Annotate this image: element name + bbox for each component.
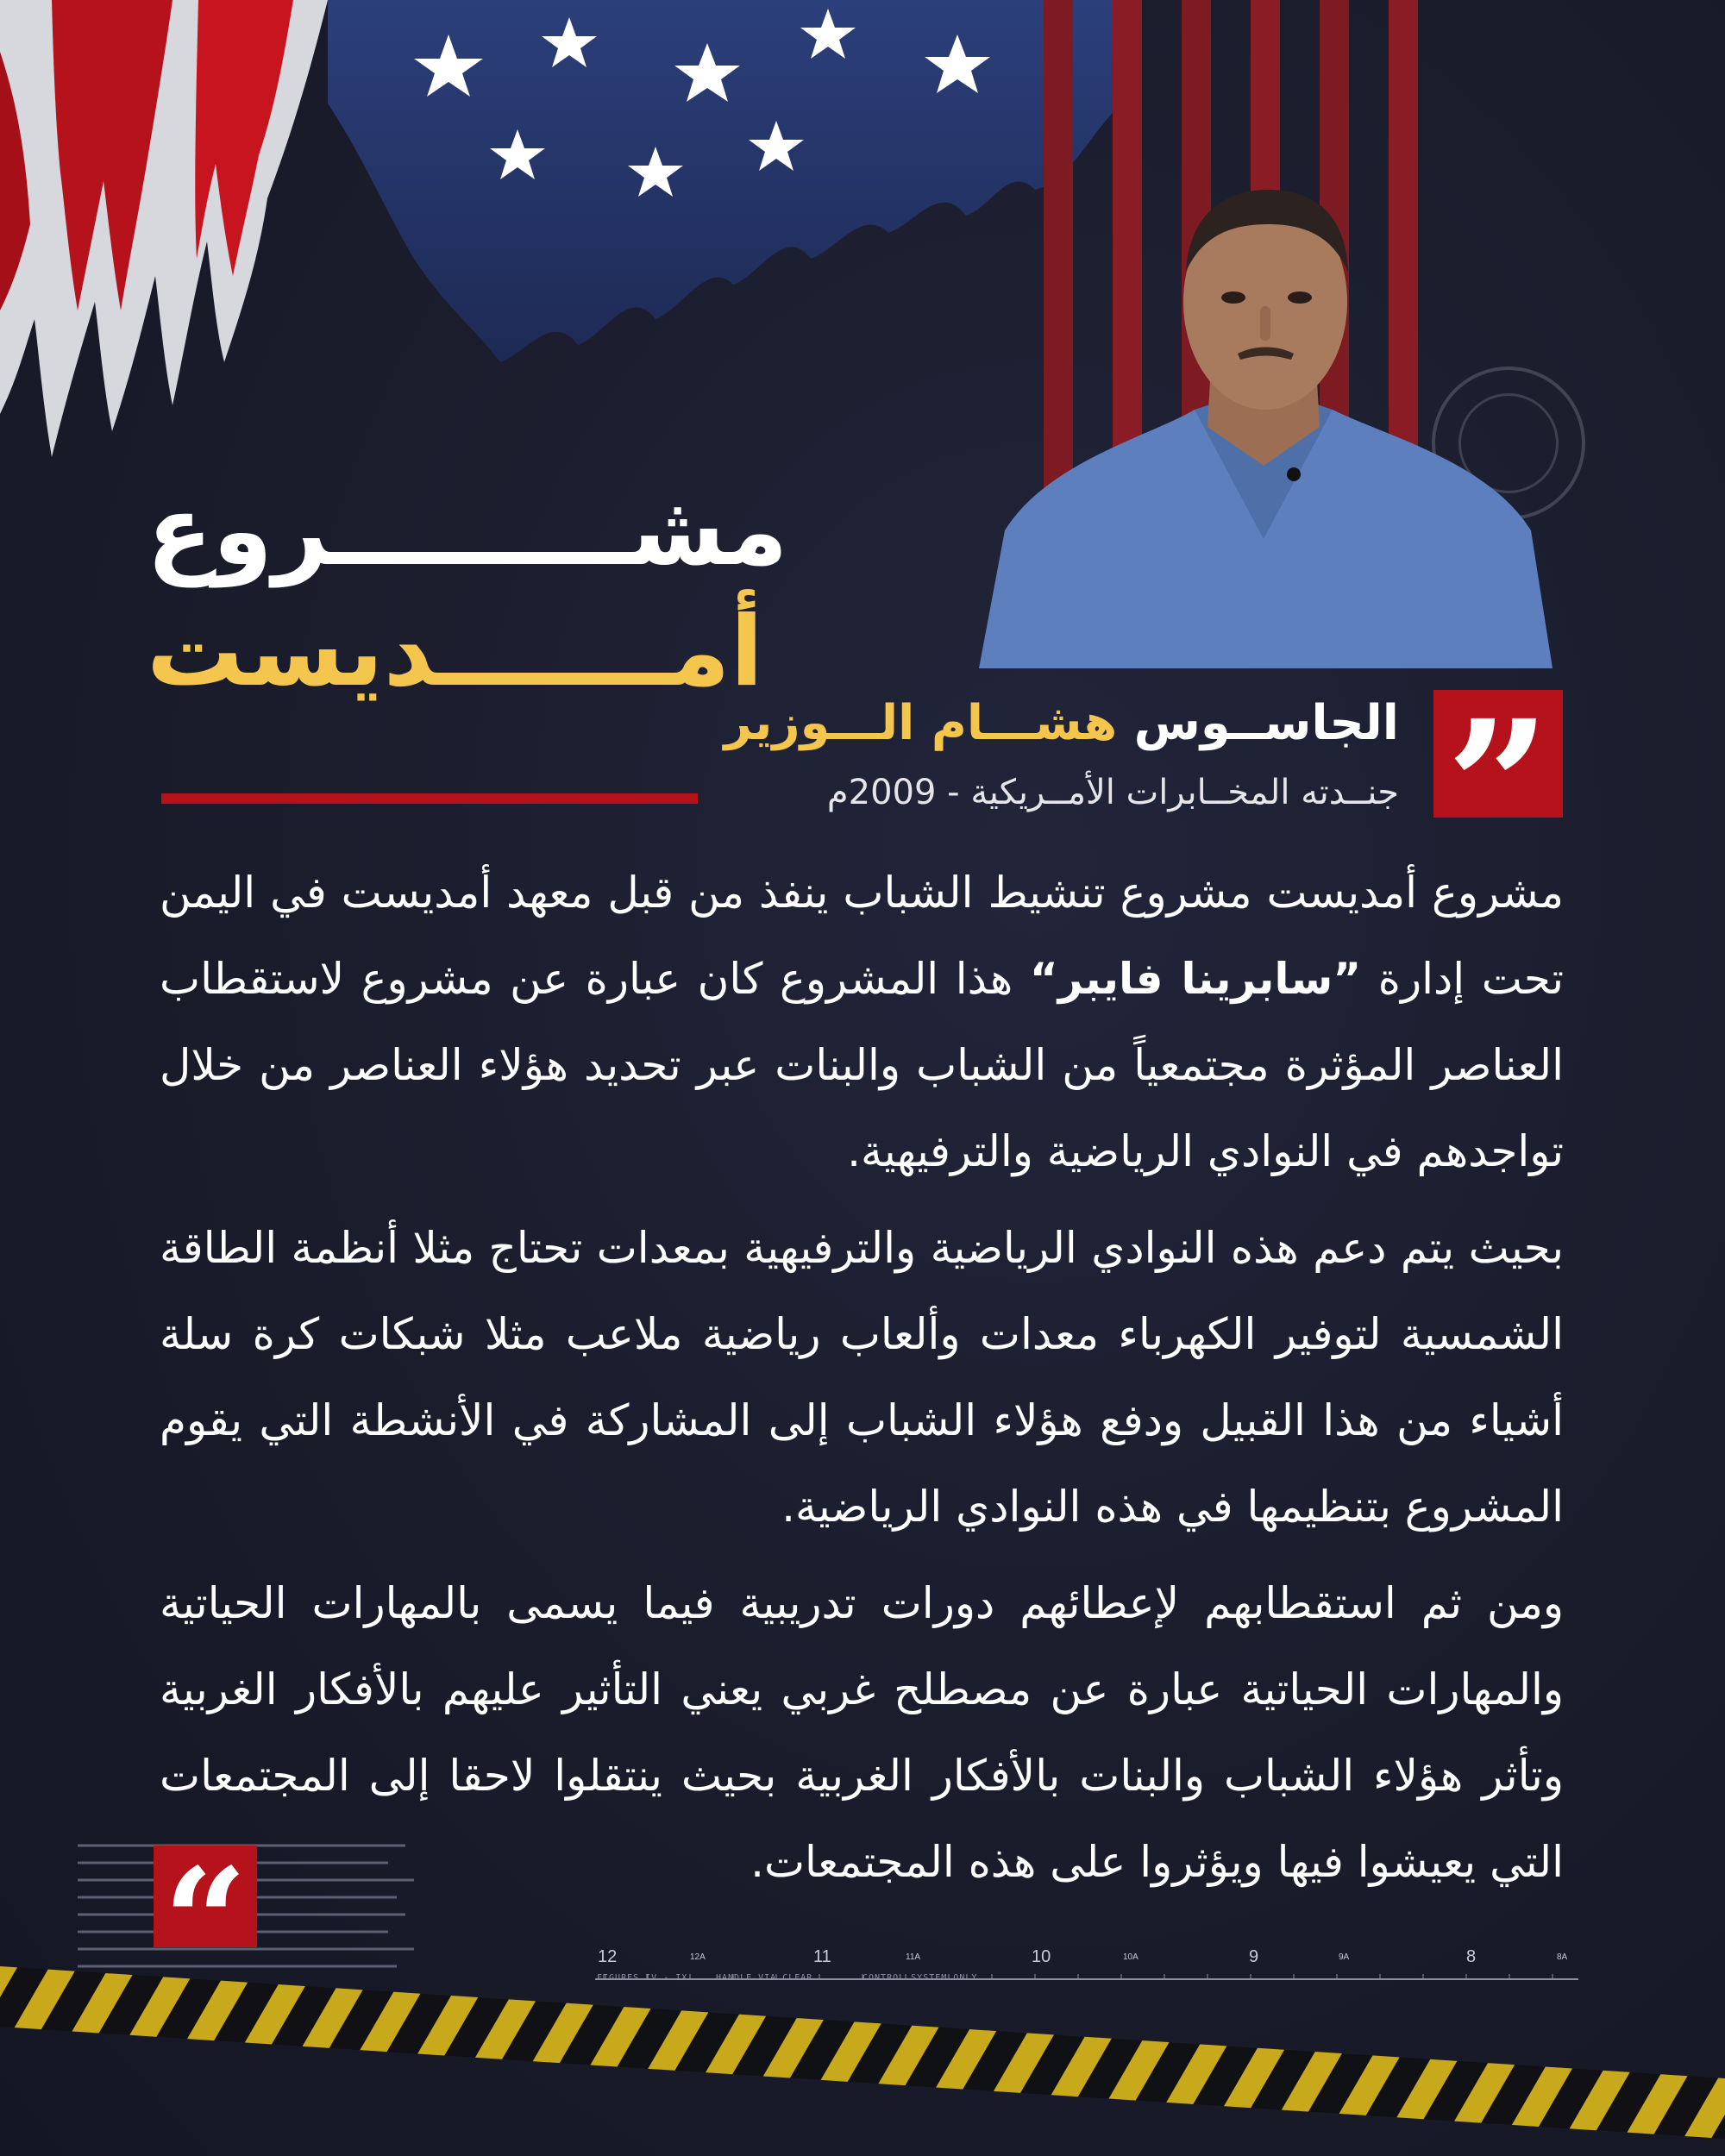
portrait-image: [979, 177, 1552, 668]
ruler-label-12a: 12A: [690, 1952, 706, 1962]
paragraph-1-end: هذا المشروع كان عبارة عن مشروع لاستقطاب العناصر المؤثرة مجتمعياً من الشباب والبنات عبر تحديد هؤلاء العناصر من خلال تواجدهم في النوادي الرياضية والترفيهية.: [160, 954, 1564, 1176]
title-line-1: مشـــــــــروع: [147, 475, 788, 587]
ruler-label-10a: 10A: [1123, 1952, 1138, 1962]
ruler-label-9a: 9A: [1339, 1952, 1350, 1962]
paragraph-2: بحيث يتم دعم هذه النوادي الرياضية والترفيهية بمعدات تحتاج مثلا أنظمة الطاقة الشمسية لتوفير الكهرباء معدات وألعاب رياضية ملاعب مثلا شبكات كرة سلة أشياء من هذا القبيل ودفع هؤلاء الشباب إلى المشاركة في الأنشطة التي يقوم المشروع بتنظيمها في هذه النوادي الرياضية.: [160, 1223, 1564, 1532]
ruler-label-12: 12: [598, 1947, 618, 1966]
ruler-label-9: 9: [1249, 1947, 1259, 1966]
body-text: [160, 849, 1564, 1915]
red-divider: [161, 793, 698, 804]
quote-close-glyph: “: [163, 1846, 248, 1947]
ruler-caption-2: HANDLE VIA CLEAR: [716, 1973, 813, 1983]
spy-prefix: الجاســوس: [1133, 695, 1399, 751]
ruler-label-8: 8: [1466, 1947, 1477, 1966]
paragraph-1-start: مشروع أمديست مشروع تنشيط الشباب ينفذ من قبل معهد أمديست في اليمن تحت إدارة: [160, 868, 1565, 1004]
spy-name: هشـــام الـــوزير: [724, 695, 1118, 751]
title-line-2: أمـــــــديست: [147, 596, 763, 708]
ruler-label-8a: 8A: [1557, 1952, 1568, 1962]
ruler-caption-3: CONTROL SYSTEM ONLY: [862, 1973, 978, 1983]
quote-open-icon: [1433, 690, 1563, 818]
quote-open-glyph: ”: [1446, 690, 1551, 818]
us-flag-artwork: [0, 0, 1121, 483]
recruited-subtitle: جنــدته المخــابرات الأمــريكية - 2009م: [826, 773, 1399, 812]
ruler-label-11a: 11A: [906, 1952, 921, 1962]
ruler-caption-1: FIGURES IV - IX: [597, 1973, 688, 1983]
paragraph-3: ومن ثم استقطابهم لإعطائهم دورات تدريبية فيما يسمى بالمهارات الحياتية والمهارات الحياتية عبارة عن مصطلح غربي يعني التأثير عليهم بالأفكار الغربية وتأثر هؤلاء الشباب والبنات بالأفكار الغربية بحيث ينتقلوا لاحقا إلى المجتمعات التي يعيشوا فيها ويؤثروا على هذه المجتمعات.: [160, 1578, 1564, 1887]
quote-close-icon: [154, 1846, 257, 1947]
caution-tape: [0, 1949, 1725, 2156]
spy-name-heading: [623, 694, 1399, 752]
paragraph-1: [160, 849, 1564, 1194]
ruler-label-10: 10: [1032, 1947, 1051, 1966]
paragraph-1-name: ”سابرينا فايبر“: [1029, 954, 1362, 1004]
ruler-label-11: 11: [813, 1947, 831, 1966]
